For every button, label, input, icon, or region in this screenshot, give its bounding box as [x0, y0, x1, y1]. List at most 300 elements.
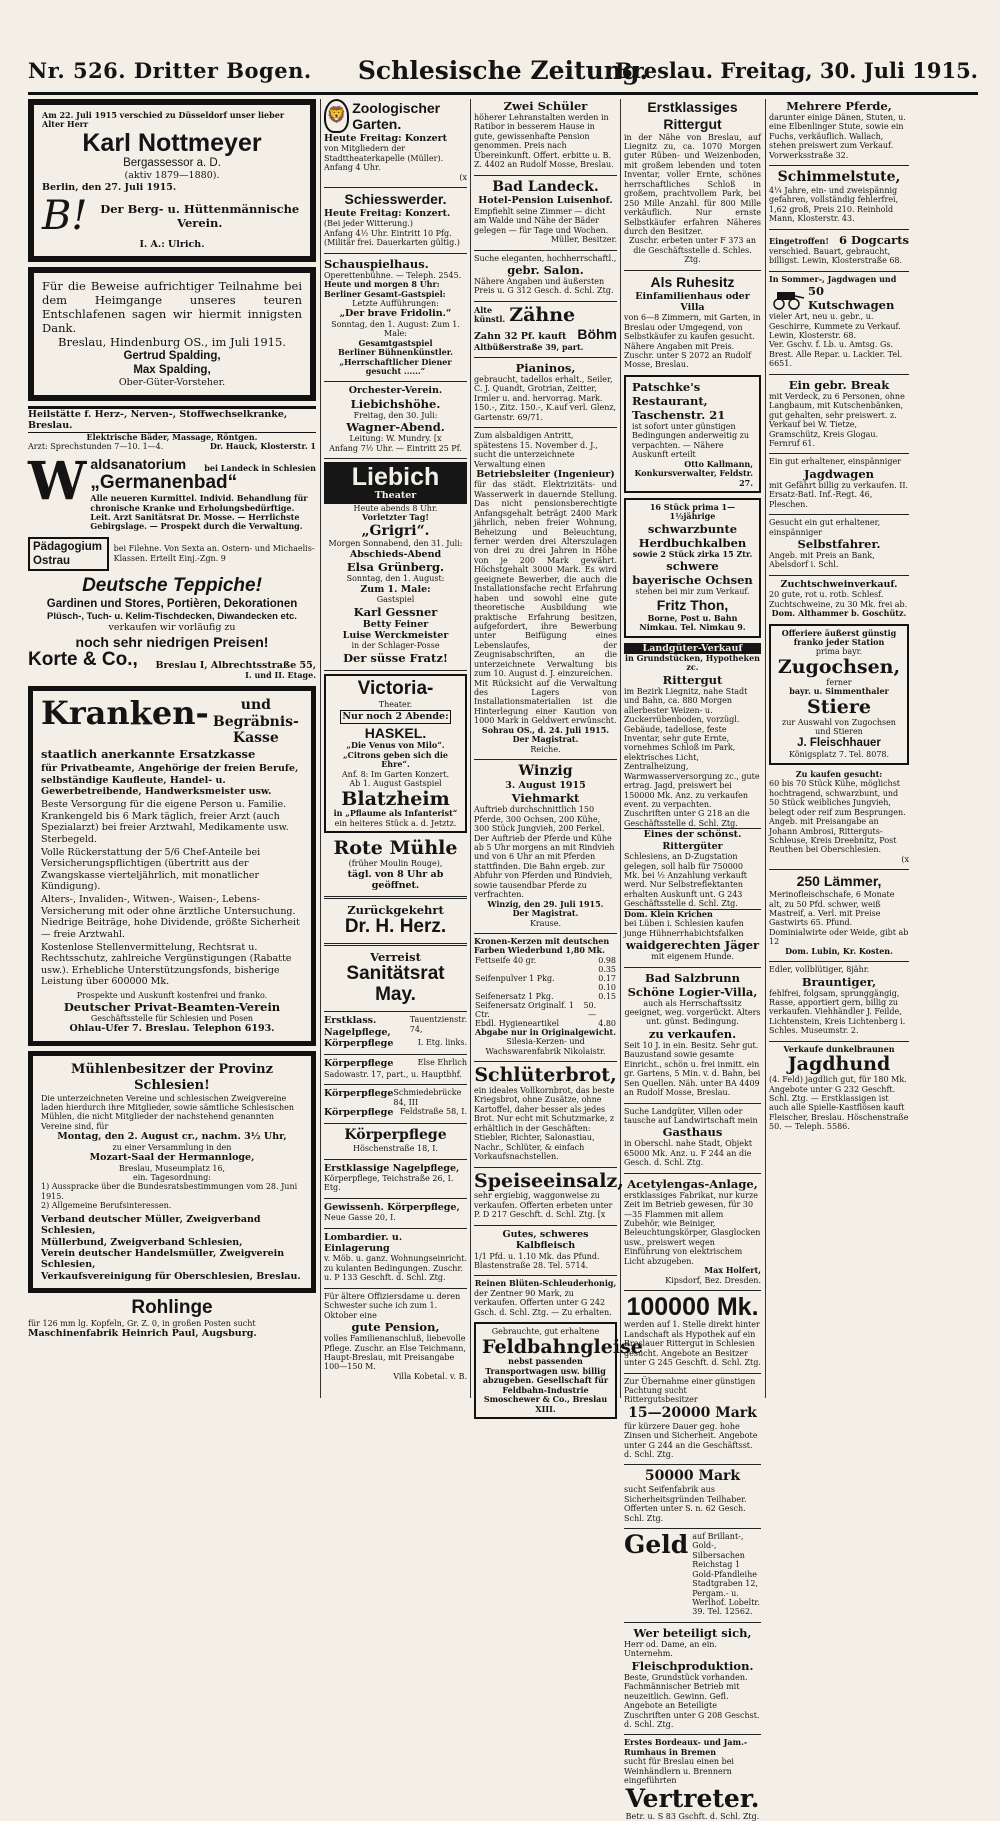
divider: [324, 458, 467, 459]
victoria-l5: Ab 1. August Gastspiel: [349, 779, 442, 789]
winzig-sig2: Krause.: [529, 918, 562, 928]
stiere-l2: ferner: [826, 677, 852, 687]
kalbfleisch-ad: [474, 1229, 617, 1271]
divider: [324, 1084, 467, 1085]
pflege-ad-4: [324, 1127, 467, 1153]
victoria-l2: „Die Venus von Milo“.: [346, 740, 445, 751]
divider: [769, 961, 909, 962]
kasse-footer-1: Prospekte und Auskunft kostenfrei und franko.: [76, 990, 268, 1000]
pflege-1-title: Erstklass. Nagelpflege,: [324, 1015, 391, 1038]
herdbuch-ad: [624, 498, 761, 637]
heilstaette-title: Heilstätte f. Herz-, Nerven-, Stoffwechselkranke, Breslau.: [28, 406, 316, 433]
mk50-title: 50000 Mark: [644, 1468, 741, 1485]
schlueter-title: Schlüterbrot,: [474, 1064, 617, 1087]
dogcarts-title: 6 Dogcarts: [839, 232, 909, 247]
salzbrunn-ad: [624, 971, 761, 1098]
laemmer-title: 250 Lämmer,: [796, 873, 882, 890]
schimmelstute-ad: [769, 169, 909, 224]
geld-ad: [624, 1529, 761, 1617]
liebich-l11: Betty Feiner: [362, 618, 429, 630]
kronen-item: Seifenersatz 1 Pkg.: [475, 991, 554, 1001]
patschke-ad: [624, 375, 761, 493]
kuehe-body: 60 bis 70 Stück Kühe, möglichst hochtragend, schwarzbunt, und 50 Stück weibliches Jungvieh, belegt oder reif zum Besprungen. Angeb. mit Preisangabe an Johann Ambrosi, Ritterguts-Schleuse, Kreis Dreebnitz, Post Reuthen bei Oberschlesien.: [769, 779, 906, 855]
divider: [324, 1198, 467, 1199]
kasse-footer-4: Ohlau-Ufer 7. Breslau. Telephon 6193.: [69, 1023, 275, 1035]
victoria-l1: HASKEL.: [364, 724, 427, 741]
stiere-title: Zugochsen,: [777, 655, 901, 678]
kasse-footer-3: Geschäftsstelle für Schlesien und Posen: [90, 1014, 254, 1024]
divider: [474, 301, 617, 302]
zoo-mark: (x: [459, 172, 467, 182]
stiere-l3: bayr. u. Simmenthaler: [789, 686, 889, 697]
jaeger-title: waidgerechten Jäger: [625, 938, 760, 953]
column-rule: [765, 99, 766, 1398]
selbstfahrer-ad: [769, 518, 909, 570]
feldbahn-body: nebst passenden Transportwagen usw. billig abzugeben. Gesellschaft für Feldbahn-Industrie Smoschewer & Co., Breslau XIII.: [482, 1356, 609, 1414]
selbstfahrer-intro: Gesucht ein gut erhaltener, einspänniger: [769, 518, 881, 537]
teppiche-floor: I. und II. Etage.: [245, 670, 316, 681]
kalb-body: 1/1 Pfd. u. 1.10 Mk. das Pfund. Blastenstraße 28. Tel. 5714.: [474, 1251, 600, 1270]
kasse-item-3: Volle Rückerstattung der 5/6 Chef-Anteile bei Versicherungspflichtigen (übertritt aus der Zwangskasse vierteljährlich, mit monatlicher Kündigung).: [41, 846, 261, 893]
stiere-l4: zur Auswahl von Zugochsen und Stieren: [782, 717, 896, 737]
pension-body: volles Familienanschluß, liebevolle Pflege. Zuschr. an Else Teichmann, Haupt-Breslau, mit Preisangabe 100—150 M.: [324, 1334, 466, 1372]
bordeaux-big: Vertreter.: [625, 1783, 760, 1813]
mk100-body: werden auf 1. Stelle direkt hinter Landschaft als Hypothek auf ein Breslauer Rittergut in Schlesien gesucht. Angebote an Besitzer unter G 245 Geschft. d. Schl. Ztg.: [624, 1320, 761, 1368]
gasthaus-ad: [624, 1107, 761, 1168]
orchester-title: Orchester-Verein.: [348, 385, 443, 397]
schauspielhaus-l5: Sonntag, den 1. August: Zum 1. Male:: [331, 319, 460, 339]
betrieb-sig2: Reiche.: [530, 744, 561, 754]
divider: [324, 187, 467, 188]
divider: [769, 869, 909, 870]
thanks-name-2: Max Spalding,: [133, 364, 211, 377]
selbstfahrer-body: Angeb. mit Preis an Bank, Abelsdorf i. Schl.: [769, 551, 875, 570]
laemmer-body: Merinofleischschafe, 6 Monate alt, zu 50 Pfd. schwer, weiß Mastreif, a. Verl. mit Preise Gastwirts 65. Pfund. Dominialwirte oder Weide, gibt ab 12: [769, 890, 909, 947]
salon-title: gebr. Salon.: [507, 263, 584, 278]
herz-l1: Zurückgekehrt: [347, 903, 444, 918]
may-l2: Sanitätsrat May.: [346, 963, 445, 1006]
gasthaus-title: Gasthaus: [662, 1125, 723, 1140]
divider: [769, 453, 909, 454]
betrieb-place: Sohrau OS., d. 24. Juli 1915.: [481, 724, 610, 735]
divider: [474, 1061, 617, 1062]
schiesswerder-line1: Heute Freitag: Konzert.: [324, 207, 451, 219]
pflege-3-sub: Körperpflege: [324, 1106, 394, 1118]
beteiligt-body: Herr od. Dame, an ein. Unternehm.: [624, 1639, 717, 1659]
schauspielhaus-ad: [324, 257, 467, 377]
club-seal-emblem: B!: [42, 192, 88, 239]
pferde-ad: [769, 99, 909, 160]
divider: [624, 1290, 761, 1291]
kasse-item-4: Alters-, Invaliden-, Witwen-, Waisen-, Lebens-Versicherung mit oder ohne ärztliche Untersuchung. Niedrige Beiträge, hohe Dividende, größte Sicherheit — freie Arztwahl.: [41, 894, 300, 940]
kronen-price-a: 50.—: [583, 1000, 597, 1019]
pianinos-ad: [474, 361, 617, 422]
divider: [324, 896, 467, 899]
pferde-title: Mehrere Pferde,: [786, 99, 892, 113]
pflege-1-sub2: I. Etg. links.: [417, 1037, 467, 1047]
jaeger-body: mit eigenem Hunde.: [651, 952, 734, 962]
kalb-title: Gutes, schweres Kalbfleisch: [502, 1228, 589, 1252]
zuchtschwein-sig: Dom. Althammer b. Goschütz.: [771, 608, 907, 619]
landeck-title: Bad Landeck.: [492, 178, 599, 195]
pflege-6-title: Gewissenh. Körperpflege,: [324, 1201, 460, 1213]
gasthaus-body: in Oberschl. nahe Stadt, Objekt 65000 Mk. Anz. u. F 244 an die Gesch. d. Schl. Ztg.: [624, 1139, 753, 1168]
stiere-name: J. Fleischhauer: [797, 737, 881, 750]
divider: [624, 1103, 761, 1104]
teilhaber-ad: [624, 1468, 761, 1523]
schauspielhaus-l7: Berliner Bühnenkünstler.: [338, 347, 453, 358]
schlueterbrot-ad: [474, 1065, 617, 1161]
beteiligung-ad: [624, 1626, 761, 1730]
club-name: Der Berg- u. Hüttenmännische Verein.: [100, 201, 300, 230]
landgueter-band2: in Grundstücken, Hypotheken zc.: [624, 652, 760, 673]
divider: [324, 1288, 467, 1289]
thanks-place-date: Breslau, Hindenburg OS., im Juli 1915.: [58, 335, 286, 350]
liebich-l10: Karl Gessner: [353, 604, 438, 619]
landeck-ad: [474, 179, 617, 245]
divider: [769, 271, 909, 272]
rote-muehle-sub: (früher Moulin Rouge),: [348, 859, 443, 869]
divider: [769, 165, 909, 166]
pflege-2-title: Körperpflege: [324, 1058, 394, 1070]
table-row: [474, 992, 617, 1001]
liebich-l13: in der Schlager-Posse: [351, 641, 440, 651]
may-ad: [324, 950, 467, 1006]
schauspielhaus-sub: Operettenbühne. — Teleph. 2545.: [324, 270, 462, 280]
mk15-title: 15—20000 Mark: [628, 1404, 757, 1421]
schauspielhaus-l4: „Der brave Fridolin.“: [339, 308, 452, 320]
dateline: Breslau. Freitag, 30. Juli 1915.: [614, 58, 978, 83]
divider: [474, 357, 617, 358]
feldbahn-intro: Gebrauchte, gut erhaltene: [491, 1327, 600, 1337]
divider: [624, 1528, 761, 1529]
bordeaux-ad: [624, 1738, 761, 1821]
divider: [324, 1228, 467, 1229]
pflege-3-sub2: Feldstraße 58, I.: [399, 1106, 467, 1116]
kronen-price-b: [597, 1001, 617, 1019]
stiere-l1: prima bayr.: [815, 647, 863, 657]
salon-body: Nähere Angaben und äußersten Preis u. G 312 Gesch. d. Schl. Ztg.: [474, 277, 614, 296]
muehlen-agenda-1: 1) Ausspracke über die Bundesratsbestimmungen vom 28. Juni 1915.: [41, 1182, 298, 1201]
beteiligt-title: Wer beteiligt sich,: [633, 1625, 752, 1640]
kasse-item-2: Beste Versorgung für die eigene Person u. Familie. Krankengeld bis 6 Mark täglich, freier Arzt (auch Spezialarzt) bei freier Arztwahl, Medikamente usw. Sterbegeld.: [41, 799, 289, 845]
zuchtschwein-ad: [769, 579, 909, 619]
jagdhund-intro: Verkaufe dunkelbraunen: [783, 1043, 895, 1054]
kasse-word2: und Begräbnis-Kasse: [212, 696, 299, 747]
divider: [624, 967, 761, 968]
zaehne-addr: Altbüßerstraße 39, part.: [474, 341, 584, 352]
mk50-body: sucht Seifenfabrik aus Sicherheitsgründen Teilhaber. Offerten unter S. n. 62 Gesch. Schl. Ztg.: [624, 1485, 747, 1523]
issue-number: Nr. 526. Dritter Bogen.: [28, 58, 312, 83]
kutsch-body: vieler Art, neu u. gebr., u. Geschirre, Kummete zu Verkauf. Lewin, Klosterstr. 68.: [769, 312, 901, 340]
teppiche-line2: Gardinen und Stores, Portièren, Dekorationen: [46, 597, 298, 610]
kuehe-ad: [769, 770, 909, 864]
liebich-theater-ad: [324, 462, 467, 665]
jagdwagen-ad: [769, 457, 909, 509]
teppiche-line4: verkaufen wir vorläufig zu: [108, 622, 236, 634]
betriebsleiter-ad: [474, 431, 617, 754]
lion-head-icon: 🦁: [324, 99, 349, 133]
pachtung-ad: [624, 1377, 761, 1460]
teppiche-address: Breslau I, Albrechtsstraße 55,: [155, 659, 316, 671]
divider: [324, 253, 467, 254]
orchester-event: Wagner-Abend.: [346, 420, 445, 435]
divider: [624, 270, 761, 271]
orchester-start: Anfang 7½ Uhr. — Eintritt 25 Pf.: [329, 443, 462, 453]
kasse-footer-2: Deutscher Privat-Beamten-Verein: [63, 1000, 281, 1015]
pension-ad: [324, 1292, 467, 1382]
kasse-item-5: Kostenlose Stellenvermittelung, Rechtsrat u. Rechtsschutz, zahlreiche Vergünstigungen (Rabatte usw.). Erhebliche Unterstützungsfonds, bisherige Leistung über 600000 Mk.: [41, 942, 292, 988]
jagdhund-title: Jagdhund: [787, 1053, 891, 1076]
teppiche-headline: Deutsche Teppiche!: [82, 574, 262, 596]
betrieb-title: Betriebsleiter (Ingenieur): [476, 468, 615, 480]
death-title: Bergassessor a. D.: [123, 157, 221, 170]
teppiche-firm: Korte & Co.,: [28, 649, 138, 671]
pension-sig: Villa Kobetal. v. B.: [393, 1371, 467, 1381]
heilstaette-body: Elektrische Bäder, Massage, Röntgen.: [86, 431, 258, 442]
death-notice-nottmeyer: [28, 99, 316, 262]
herz-l2: Dr. H. Herz.: [344, 916, 447, 938]
kutsch-foot: Ver. Gschv. f. Lb. u. Amtsg. Gs. Brest. Alle Repar. u. Lackier. Tel. 6651.: [769, 340, 903, 369]
schauspielhaus-l3: Letzte Aufführungen:: [352, 298, 439, 308]
muehlen-venue-1: zu einer Versammlung in den: [112, 1142, 232, 1152]
zaehne-name: Böhm: [577, 325, 617, 342]
salon-ad: [474, 254, 617, 296]
divider: [769, 514, 909, 515]
victoria-sub: Theater.: [378, 699, 413, 709]
bordeaux-body: sucht für Breslau einen bei Weinhändlern u. Brennern eingeführten: [624, 1757, 734, 1786]
zuchtschwein-body: 20 gute, rot u. rotb. Schlesf. Zuchtschweine, zu 30 Mk. frei ab.: [769, 590, 908, 609]
kronen-kerzen-ad: [474, 937, 617, 1056]
feldbahn-ad: [474, 1322, 643, 1419]
feldbahn-title: Feldbahngleise: [482, 1335, 643, 1358]
pension-intro: Für ältere Offiziersdame u. deren Schwester suche ich zum 1. Oktober eine: [324, 1291, 461, 1320]
divider: [624, 1464, 761, 1465]
brauntiger-ad: [769, 965, 909, 1036]
laemmer-ad: [769, 873, 909, 956]
landeck-sig: Müller, Besitzer.: [550, 235, 617, 245]
schiesswerder-title: Schiesswerder.: [344, 191, 447, 208]
landgueter-ad: [624, 643, 761, 962]
schauspielhaus-l8: „Herrschaftlicher Diener gesucht ......“: [339, 356, 452, 376]
honig-body: der Zentner 90 Mark, zu verkaufen. Offerten unter G 242 Gsch. d. Schl. Ztg. — Zu erhalten.: [474, 1288, 612, 1317]
break-ad: [769, 378, 909, 449]
pflege-1-sub: Körperpflege: [324, 1037, 394, 1049]
herd-name: Fritz Thon,: [656, 596, 729, 613]
pflege-5-title: Erstklassige Nagelpflege,: [324, 1162, 460, 1174]
schauspielhaus-l1: Heute und morgen 8 Uhr:: [324, 279, 440, 290]
heilstaette-hours: Arzt: Sprechstunden 7—10. 1—4.: [28, 442, 164, 452]
patschke-sig: Otto Kallmann, Konkursverwalter, Feldstr. 27.: [634, 458, 753, 488]
liebich-l4: Morgen Sonnabend, den 31. Juli:: [328, 539, 463, 549]
muehlen-signer-3: Verein deutscher Handelsmüller, Zweigverein Schlesien,: [41, 1247, 285, 1271]
acetylen-title: Acetylengas-Anlage,: [627, 1176, 758, 1191]
schiesswerder-ad: [324, 191, 467, 248]
divider: [474, 1275, 617, 1276]
zaehne-title: Zähne: [509, 303, 576, 326]
landeck-sub: Hotel-Pension Luisenhof.: [478, 195, 613, 207]
ruhesitz-ad: [624, 274, 761, 370]
pflege-ad-2: [324, 1058, 467, 1079]
divider: [474, 759, 617, 760]
rittergut3-title: Eines der schönst. Rittergüter: [624, 828, 761, 852]
rote-muehle-line: tägl. von 8 Uhr ab geöffnet.: [347, 868, 444, 892]
bordeaux-foot: Betr. u. S 83 Gschft. d. Schl. Ztg.: [625, 1811, 760, 1821]
winzig-ad: [474, 763, 617, 928]
schimmel-body: 4¼ Jahre, ein- und zweispännig gefahren, vollständig fehlerfrei, 1,62 groß, Preis 210. Reinhold Mann, Klosterstr. 43.: [769, 186, 899, 224]
bordeaux-title: Erstes Bordeaux- und Jam.-Rumhaus in Bremen: [624, 1737, 748, 1757]
herd-l2: schwarzbunte Herdbuchkalben: [638, 521, 747, 550]
winzig-date: 3. August 1915: [505, 779, 586, 791]
muehlen-date: Montag, den 2. August cr., nachm. 3½ Uhr,: [57, 1131, 287, 1143]
rittergut1-foot: Zuschr. erbeten unter F 373 an die Geschäftsstelle d. Schles. Ztg.: [629, 236, 756, 265]
orchester-leader: Leitung: W. Mundry. [x: [349, 434, 442, 444]
fleisch-body: Beste, Grundstück vorhanden. Fachmännischer Betrieb mit neuzeitlich. Gewinn. Gefl. Angebote an Beteiligte Zuschriften unter G 208 Geschst. d. Schl. Ztg.: [624, 1672, 760, 1729]
divider: [624, 1734, 761, 1735]
pflege-ad-3: [324, 1088, 467, 1118]
kronen-price-a: [577, 956, 597, 965]
jagdwagen-title: Jagdwagen: [803, 466, 875, 481]
brauntiger-title: Brauntiger,: [801, 974, 877, 989]
jagdhund-ad: [769, 1045, 909, 1132]
teppiche-line5: noch sehr niedrigen Preisen!: [75, 633, 269, 650]
pension-title: gute Pension,: [351, 1320, 440, 1335]
rohlinge-ad: [28, 1298, 316, 1340]
rohlinge-title: Rohlinge: [131, 1297, 213, 1319]
liebich-l1: Heute abends 8 Uhr.: [353, 503, 438, 513]
divider: [769, 575, 909, 576]
victoria-l3: „Citrons geben sich die Ehre“.: [342, 749, 449, 770]
muehlen-body: Die unterzeichneten Vereine und schlesischen Zweigvereine laden hierdurch ihre Mitglieder, sowie sämtliche Schlesischen Mühlen, die nicht Mitglieder der nachstehend genannten Vereine sind, für: [41, 1093, 295, 1131]
brauntiger-body: fehlfrei, folgsam, sprunggängig, Rasse, apportiert gern, billig zu verkaufen. Viehhändler J. Feilde, Lichtenstein, Kreis Lichtenberg i. Schles. Museumstr. 2.: [769, 988, 906, 1036]
column-5: [769, 99, 909, 1398]
zaehne-side2: künstl.: [474, 314, 506, 325]
thanks-text: Für die Beweise aufrichtiger Teilnahme bei dem Heimgange unseres teuren Entschlafenen sagen wir hiermit innigsten Dank.: [42, 279, 302, 336]
herd-l4: schwere bayerische Ochsen: [632, 559, 753, 588]
column-rule: [620, 99, 621, 1398]
death-name: Karl Nottmeyer: [82, 128, 262, 157]
pflege-3-title: Körperpflege: [324, 1088, 394, 1100]
muehlen-venue-2: Mozart-Saal der Hermannloge,: [89, 1152, 255, 1164]
stiere-addr: Königsplatz 7. Tel. 8078.: [788, 750, 890, 760]
salzbrunn-details: Seit 10 J. in ein. Besitz. Sehr gut. Bauzustand sowie gesamte Einricht., schön u. frei inmitt. ein gr. Gartens, 5 Min. v. d. Bahn, bei Sen Quellen. Näh. unter BA 4409 an Rudolf Mosse, Breslau.: [624, 1040, 761, 1098]
victoria-l8: ein heiteres Stück a. d. Jetztz.: [334, 818, 457, 828]
column-rule: [320, 99, 321, 1398]
kronen-head: Kronen-Kerzen mit deutschen Farben Wiederbund 1,80 Mk.: [474, 935, 610, 956]
rittergut-ad-1: [624, 99, 761, 265]
lombardier-body: v. Möb. u. ganz. Wohnungseinricht. zu kulanten Bedingungen. Zuschr. u. P 133 Geschft. d. Schl. Ztg.: [324, 1254, 468, 1283]
kronen-price-a: [577, 965, 597, 974]
winzig-title: Winzig: [518, 763, 573, 780]
kasse-item-1: für Privatbeamte, Angehörige der freien Berufe, selbständige Kaufleute, Handel- u. Gewerbetreibende, Handwerksmeister usw.: [41, 763, 299, 797]
liebich-l5: Abschieds-Abend: [349, 548, 442, 560]
thanks-role: Ober-Güter-Vorsteher.: [118, 377, 226, 389]
paedagogium-name: Pädagogium Ostrau: [28, 537, 109, 571]
muehlen-venue-3: Breslau, Museumplatz 16,: [118, 1163, 226, 1173]
pferde-body: darunter einige Dänen, Stuten, u. eine Elbenlinger Stute, sowie ein Fuchs, verkäuflich. Wallach, stehen preiswert zum Verkauf. Vorwerksstraße 32.: [769, 113, 906, 160]
salzbrunn-end: zu verkaufen.: [648, 1026, 737, 1041]
herd-l3: sowie 2 Stück zirka 15 Ztr.: [632, 548, 753, 559]
paedagogium-text: bei Filehne. Von Sexta an. Ostern- und Michaelis-Klassen. Erteilt Einj.-Zgn. 9: [113, 544, 315, 563]
orchester-ad: [324, 385, 467, 453]
victoria-band: Nur noch 2 Abende:: [340, 710, 451, 723]
betrieb-body: für das städt. Elektrizitäts- und Wasserwerk in dauernde Stellung. Das nicht pensionsberechtigte Anfangsgehalt beträgt 2400 Mark jährlich, neben freier Wohnung, Beheizung und Beleuchtung, ferner werden drei Alterszulagen von drei zu drei Jahren in Höhe von je 200 Mark gewährt. Höchstgehalt 3000 Mark. Es wird geeignete Bewerber, die auch die Installationsfache recht Erfahrung haben und sowohl eine gute theoretische Ausbildung wie praktische Erfahrung besitzen, aufgefordert, ihre Bewerbung unter Beifügung eines Lebenslaufes, der Zeugnisabschriften, an die unterzeichnete Verwaltung bis zum 10. August d. J. einzureichen.: [474, 480, 617, 679]
divider: [324, 943, 467, 946]
mk15-body: für kürzere Dauer geg. hohe Zinsen und Sicherheit. Angebote unter G 244 an die Geschäftsst. d. Schl. Ztg.: [624, 1421, 758, 1459]
column-2: [324, 99, 467, 1398]
pflege-ad-6: [324, 1202, 467, 1223]
dogcarts-ad: [769, 233, 909, 266]
divider: [474, 175, 617, 176]
patschke-body: ist sofort unter günstigen Bedingungen anderweitig zu verpachten. — Nähere Auskunft erteilt: [632, 421, 749, 460]
winzig-place: Winzig, den 29. Juli 1915.: [487, 898, 604, 909]
kronen-price-b: 0.98: [598, 955, 616, 965]
victoria-l7: in „Pflaume als Infanterist“: [333, 808, 458, 819]
schueler-body: höherer Lehranstalten werden in Ratibor in besserem Hause in gute, gewissenhafte Pension genommen. Preis nach Übereinkunft. Offert. erbitte u. B. Z. 4402 an Rudolf Mosse, Breslau.: [474, 113, 614, 170]
acetylen-body: erstklassiges Fabrikat, nur kurze Zeit im Betrieb gewesen, für 30—35 Flammen mit allem Zubehör, wie Beiniger, Beleuchtungskörper, Glasglocken usw., preiswert wegen Einführung von elektrischem Licht abzugeben.: [624, 1190, 761, 1266]
betrieb-sig1: Der Magistrat.: [512, 734, 579, 745]
victoria-title: Victoria-: [357, 677, 434, 699]
acetylen-ad: [624, 1177, 761, 1285]
divider: [324, 1054, 467, 1055]
schauspielhaus-title: Schauspielhaus.: [324, 256, 429, 271]
liebich-title: Liebich: [351, 463, 440, 492]
krichen-body: bei Lüben i. Schlesien kaufen junge Hühnerrhabichtsfalken: [624, 919, 744, 938]
rittergut1-title: Erstklassiges Rittergut: [647, 99, 738, 132]
kronen-item: Ebdl. Hygieneartikel: [475, 1018, 560, 1028]
pflege-4-sub: Höschenstraße 18, I.: [353, 1144, 438, 1154]
column-4: [624, 99, 761, 1821]
jagdhund-body: (4. Feld) jagdlich gut, für 180 Mk. Angebote unter G 232 Geschft. Schl. Ztg. — Erstklassigen ist auch alle Spielle-Kastflösen kauft Fleischer, Breslau. Höschenstraße 50. — Teleph. 5586.: [769, 1075, 909, 1132]
kronen-foot1: Abgabe nur in Originalgewicht.: [475, 1026, 616, 1037]
liebich-l3: „Grigri“.: [361, 522, 430, 539]
rittergut2-title: Rittergut: [662, 672, 723, 687]
jagdwagen-intro: Ein gut erhaltener, einspänniger: [769, 457, 902, 467]
divider: [624, 1373, 761, 1374]
pflege-3-side: Schmiedebrücke 84, III: [393, 1088, 462, 1107]
muehlen-signer-4: Verkaufsvereinigung für Oberschlesien, Breslau.: [41, 1270, 301, 1282]
pflege-2-side: Else Ehrlich: [417, 1058, 467, 1068]
mk100-title: 100000 Mk.: [626, 1293, 759, 1322]
divider: [769, 229, 909, 230]
gasthaus-intro: Suche Landgüter, Villen oder tausche auf Landwirtschaft mein: [624, 1106, 758, 1125]
herd-l1: 16 Stück prima 1—1½jährige: [649, 502, 736, 522]
table-row: [474, 974, 617, 983]
brauntiger-intro: Edler, vollblütiger, 8jähr.: [769, 965, 870, 975]
victoria-l6: Blatzheim: [341, 787, 450, 810]
divider: [324, 1123, 467, 1124]
carriage-icon: [769, 286, 805, 310]
orchester-venue: Liebichshöhe.: [350, 396, 441, 411]
dogcarts-lead: Eingetroffen!: [769, 236, 829, 247]
kuehe-mark: (x: [901, 854, 909, 864]
kronen-price-b: 0.15: [598, 991, 616, 1001]
zoo-ad: [324, 99, 467, 182]
kronen-item: [474, 983, 577, 992]
zoo-title: Zoologischer Garten.: [352, 100, 441, 132]
pflege-4-title: Körperpflege: [344, 1127, 447, 1144]
patschke-title: Patschke's Restaurant, Taschenstr. 21: [632, 379, 726, 422]
break-body: mit Verdeck, zu 6 Personen, ohne Langbaum, mit Kutschenbänken, gut gehalten, sehr preiswert. z. Verkauf bei W. Tietze, Gramschütz, Kreis Glogau. Fernruf 61.: [769, 391, 905, 448]
victoria-l4: Anf. 8: Im Garten Konzert.: [341, 769, 450, 779]
honig-ad: [474, 1279, 617, 1317]
column-1: [28, 99, 316, 1398]
acetylen-sig: Max Holfert,: [704, 1265, 761, 1276]
victoria-theater-ad: [324, 674, 467, 833]
kronen-item: Seifenpulver 1 Pkg.: [475, 973, 555, 983]
kronen-price-a: [577, 983, 597, 992]
pflege-ad-5: [324, 1163, 467, 1193]
